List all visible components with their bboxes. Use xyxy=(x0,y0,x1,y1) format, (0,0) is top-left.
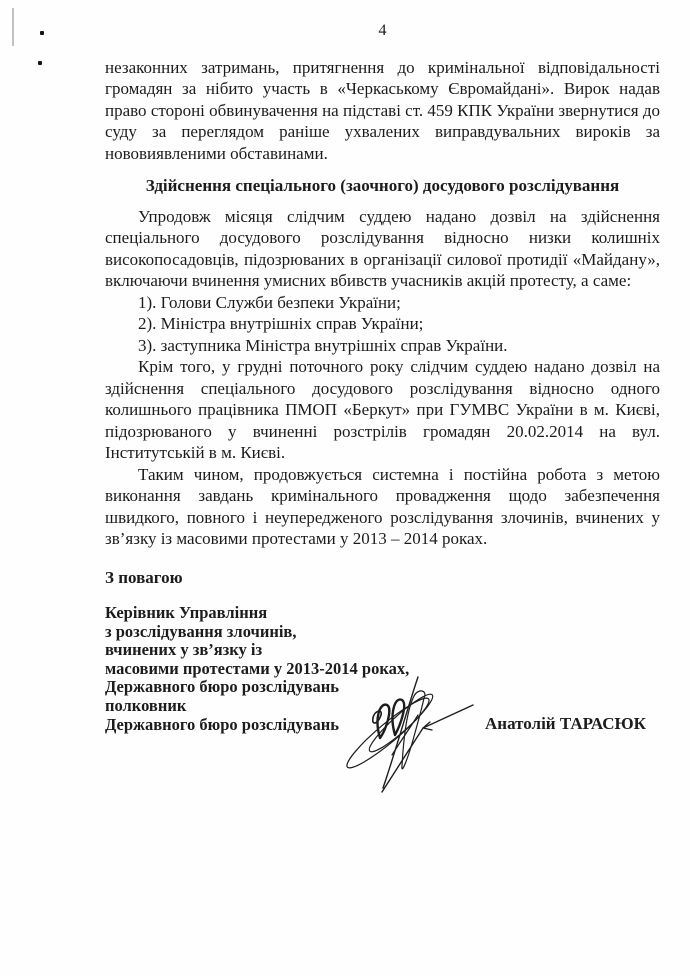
paragraph: Крім того, у грудні поточного року слідчим суддею надано дозвіл на здійснення спеціального досудового розслідування відносно одного колишнього працівника ПМОП «Беркут» при ГУМВС України в м. Києві, підозрюваного у вчиненні розстрілів громадян 20.02.2014 на вул. Інститутській в м. Києві. xyxy=(105,357,660,462)
handwritten-signature xyxy=(340,660,480,800)
scan-artifact-dot xyxy=(38,61,42,65)
signer-title-line: Державного бюро розслідувань xyxy=(105,677,340,697)
list-item: 3). заступника Міністра внутрішніх справ України. xyxy=(138,335,508,355)
signer-title-line: Державного бюро розслідувань xyxy=(105,714,340,734)
document-content xyxy=(105,20,660,734)
list-item: 2). Міністра внутрішніх справ України; xyxy=(138,314,424,333)
signer-title-line: Керівник Управління xyxy=(105,603,268,622)
signer-title-line: з розслідування злочинів, xyxy=(105,621,297,641)
signer-name: Анатолій ТАРАСЮК xyxy=(485,714,646,733)
page-number: 4 xyxy=(378,22,387,39)
section-heading: Здійснення спеціального (заочного) досудового розслідування xyxy=(145,176,620,195)
closing-salutation: З повагою xyxy=(105,567,183,587)
signer-title-line: вчинених у зв’язку із xyxy=(105,640,263,660)
scan-artifact-dot xyxy=(40,31,44,35)
signer-title-line: масовими протестами у 2013-2014 роках, xyxy=(105,658,410,678)
paragraph: Таким чином, продовжується системна і постійна робота з метою виконання завдань кримінального провадження щодо забезпечення швидкого, повного і неупередженого розслідування злочинів, вчинених у зв’язку із масовими протестами у 2013 – 2014 роках. xyxy=(105,464,660,548)
signer-title-line: полковник xyxy=(105,695,187,715)
list-item: 1). Голови Служби безпеки України; xyxy=(138,292,401,312)
paragraph-continuation: незаконних затримань, притягнення до кримінальної відповідальності громадян за нібито участь в «Черкаському Євромайдані». Вирок надав право стороні обвинувачення на підставі ст. 459 КПК України звернутися до суду за переглядом раніше ухвалених виправдувальних вироків за нововиявленими обставинами. xyxy=(105,57,660,163)
scan-artifact-line xyxy=(12,8,14,46)
paragraph: Упродовж місяця слідчим суддею надано дозвіл на здійснення спеціального досудового розслідування відносно низки колишніх високопосадовців, підозрюваних в організації силової протидії «Майдану», включаючи вчинення умисних вбивств учасників акцій протесту, а саме: xyxy=(105,206,660,290)
